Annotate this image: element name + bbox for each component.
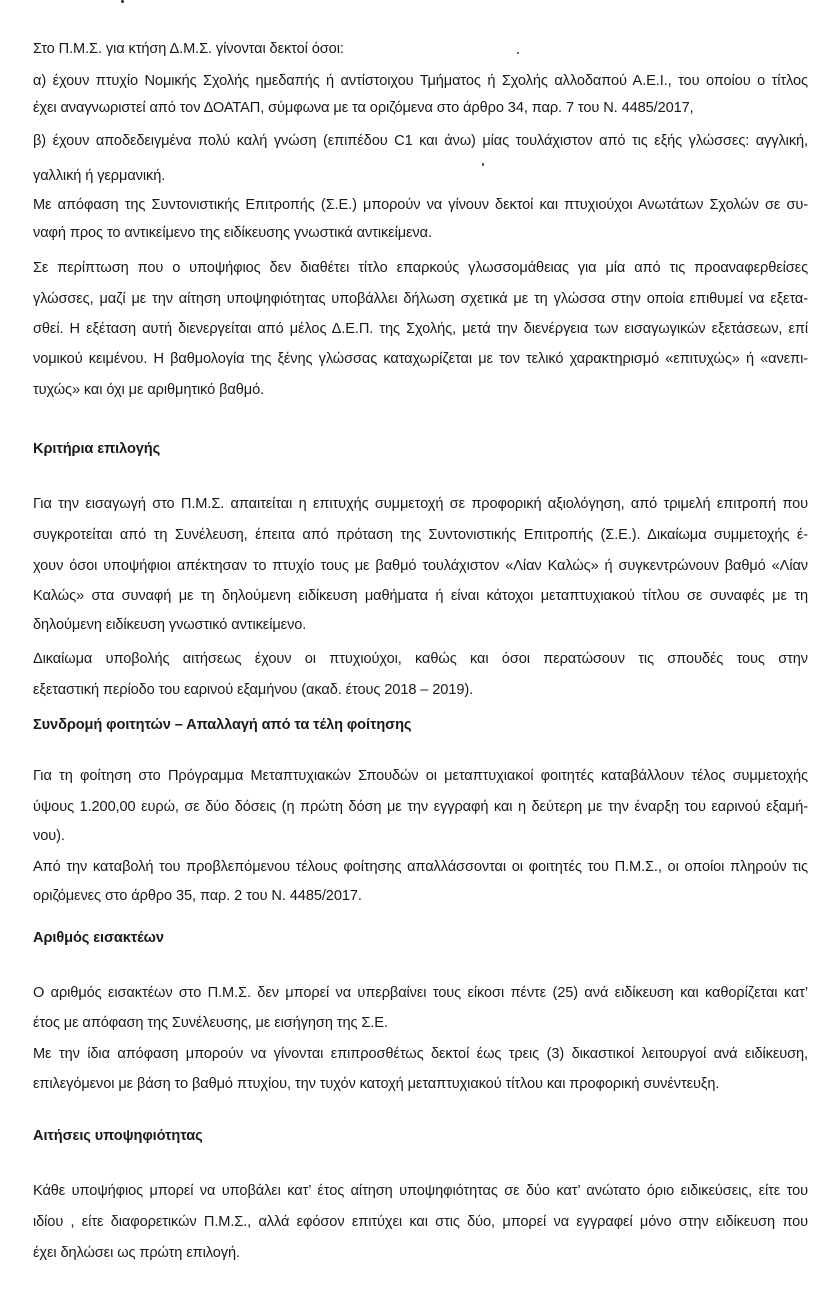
scan-speck [482,163,484,166]
criteria-line: συγκροτείται από τη Συνέλευση, έπειτα από πρόταση της Συντονιστικής Επιτροπής (Σ.Ε.). Δικαίωμα συμμετοχής έ- [33,527,808,543]
fees-line: Από την καταβολή του προβλεπόμενου τέλους φοίτησης απαλλάσσονται οι φοιτητές του Π.Μ.Σ., οι οποίοι πληρούν τις [33,859,808,875]
criteria-line: Καλώς» στα συναφή με τη δηλούμενη ειδίκευση μαθήματα ή είναι κάτοχοι μεταπτυχιακού τίτλου σε συναφές με τη [33,588,808,604]
intro-line: γλώσσες, μαζί με την αίτηση υποψηφιότητας υποβάλλει δήλωση σχετικά με τη γλώσσα στην οποία επιθυμεί να εξετα- [33,291,808,307]
document-page: Στο Π.Μ.Σ. για κτήση Δ.Μ.Σ. γίνονται δεκτοί όσοι: α) έχουν πτυχίο Νομικής Σχολής ημεδαπής ή αντίστοιχου Τμήματος ή Σχολής αλλοδαπού Α.Ε.Ι., του οποίου ο τίτλος έχει αναγνωριστεί από τον ΔΟΑΤΑΠ, σύμφωνα με τα οριζόμενα στο άρθρο 34, παρ. 7 του Ν. 4485/2017, β) έχουν αποδεδειγμένα πολύ καλή γνώση (επιπέδου C1 και άνω) μίας τουλάχιστον από τις εξής γλώσσες: αγγλική, γαλλική ή γερμανική. Με απόφαση της Συντονιστικής Επιτροπής (Σ.Ε.) μπορούν να γίνουν δεκτοί και πτυχιούχοι Ανωτάτων Σχολών σε συ- ναφή προς το αντικείμενο της ειδίκευσης γνωστικά αντικείμενα. Σε περίπτωση που ο υποψήφιος δεν διαθέτει τίτλο επαρκούς γλωσσομάθειας για μία από τις προαναφερθείσες γλώσσες, μαζί με την αίτηση υποψηφιότητας υποβάλλει δήλωση σχετικά με τη γλώσσα στην οποία επιθυμεί να εξετα- σθεί. Η εξέταση αυτή διενεργείται από μέλος Δ.Ε.Π. της Σχολής, μετά την διενέργεια των εισαγωγικών εξετάσεων, επί νομικού κειμένου. Η βαθμολογία της ξένης γλώσσας καταχωρίζεται με τον τελικό χαρακτηρισμό «επιτυχώς» ή «ανεπι- τυχώς» και όχι με αριθμητικό βαθμό. Κριτήρια επιλογής Για την εισαγωγή στο Π.Μ.Σ. απαιτείται η επιτυχής συμμετοχή σε προφορική αξιολόγηση, από τριμελή επιτροπή που συγκροτείται από τη Συνέλευση, έπειτα από πρόταση της Συντονιστικής Επιτροπής (Σ.Ε.). Δικαίωμα συμμετοχής έ- χουν όσοι υποψήφιοι απέκτησαν το πτυχίο τους με βαθμό τουλάχιστον «Λίαν Καλώς» ή συγκεντρώνουν βαθμό «Λίαν Καλώς» στα συναφή με τη δηλούμενη ειδίκευση μαθήματα ή είναι κάτοχοι μεταπτυχιακού τίτλου σε συναφές με τη δηλούμενη ειδίκευση γνωστικό αντικείμενο. Δικαίωμα υποβολής αιτήσεως έχουν οι πτυχιούχοι, καθώς και όσοι περατώσουν τις σπουδές τους στην εξεταστική περίοδο του εαρινού εξαμήνου (ακαδ. έτους 2018 – 2019). Συνδρομή φοιτητών – Απαλλαγή από τα τέλη φοίτησης Για τη φοίτηση στο Πρόγραμμα Μεταπτυχιακών Σπουδών οι μεταπτυχιακοί φοιτητές καταβάλλουν τέλος συμμετοχής ύψους 1.200,00 ευρώ, σε δύο δόσεις (η πρώτη δόση με την εγγραφή και η δεύτερη με την έναρξη του εαρινού εξαμή- νου). Από την καταβολή του προβλεπόμενου τέλους φοίτησης απαλλάσσονται οι φοιτητές του Π.Μ.Σ., οι οποίοι πληρούν τις οριζόμενες στο άρθρο 35, παρ. 2 του Ν. 4485/2017. Αριθμός εισακτέων Ο αριθμός εισακτέων στο Π.Μ.Σ. δεν μπορεί να υπερβαίνει τους είκοσι πέντε (25) ανά ειδίκευση και καθορίζεται κατ’ έτος με απόφαση της Συνέλευσης, με εισήγηση της Σ.Ε. Με την ίδια απόφαση μπορούν να γίνονται επιπροσθέτως δεκτοί έως τρεις (3) δικαστικοί λειτουργοί ανά ειδίκευση, επιλεγόμενοι με βάση το βαθμό πτυχίου, την τυχόν κατοχή μεταπτυχιακού τίτλου και προφορική συνέντευξη. Αιτήσεις υποψηφιότητας Κάθε υποψήφιος μπορεί να υποβάλει κατ’ έτος αίτηση υποψηφιότητας σε δύο κατ’ ανώτατο όριο ειδικεύσεις, είτε του ιδίου , είτε διαφορετικών Π.Μ.Σ., αλλά εφόσον επιτύχει και στις δύο, μπορεί να εγγραφεί μόνο στην ειδίκευση που έχει δηλώσει ως πρώτη επιλογή. [0,0,824,1305]
scan-speck [121,0,124,3]
admitted-line: Ο αριθμός εισακτέων στο Π.Μ.Σ. δεν μπορεί να υπερβαίνει τους είκοσι πέντε (25) ανά ειδίκευση και καθορίζεται κατ’ [33,985,808,1001]
criteria-line: Δικαίωμα υποβολής αιτήσεως έχουν οι πτυχιούχοι, καθώς και όσοι περατώσουν τις σπουδές τους στην [33,651,808,667]
fees-line: ύψους 1.200,00 ευρώ, σε δύο δόσεις (η πρώτη δόση με την εγγραφή και η δεύτερη με την έναρξη του εαρινού εξαμή- [33,799,808,815]
intro-line: Σε περίπτωση που ο υποψήφιος δεν διαθέτει τίτλο επαρκούς γλωσσομάθειας για μία από τις προαναφερθείσες [33,260,808,276]
intro-line: β) έχουν αποδεδειγμένα πολύ καλή γνώση (επιπέδου C1 και άνω) μίας τουλάχιστον από τις εξής γλώσσες: αγγλική, [33,133,808,149]
applications-line: ιδίου , είτε διαφορετικών Π.Μ.Σ., αλλά εφόσον επιτύχει και στις δύο, μπορεί να εγγραφεί μόνο στην ειδίκευση που [33,1214,808,1230]
intro-line: α) έχουν πτυχίο Νομικής Σχολής ημεδαπής ή αντίστοιχου Τμήματος ή Σχολής αλλοδαπού Α.Ε.Ι., του οποίου ο τίτλος [33,73,808,89]
criteria-line: χουν όσοι υποψήφιοι απέκτησαν το πτυχίο τους με βαθμό τουλάχιστον «Λίαν Καλώς» ή συγκεντρώνουν βαθμό «Λίαν [33,558,808,574]
admitted-line: Με την ίδια απόφαση μπορούν να γίνονται επιπροσθέτως δεκτοί έως τρεις (3) δικαστικοί λειτουργοί ανά ειδίκευση, [33,1046,808,1062]
intro-line: νομικού κειμένου. Η βαθμολογία της ξένης γλώσσας καταχωρίζεται με τον τελικό χαρακτηρισμό «επιτυχώς» ή «ανεπι- [33,351,808,367]
fees-line: Για τη φοίτηση στο Πρόγραμμα Μεταπτυχιακών Σπουδών οι μεταπτυχιακοί φοιτητές καταβάλλουν τέλος συμμετοχής [33,768,808,784]
criteria-line: Για την εισαγωγή στο Π.Μ.Σ. απαιτείται η επιτυχής συμμετοχή σε προφορική αξιολόγηση, από τριμελή επιτροπή που [33,496,808,512]
intro-line: σθεί. Η εξέταση αυτή διενεργείται από μέλος Δ.Ε.Π. της Σχολής, μετά την διενέργεια των εισαγωγικών εξετάσεων, επί [33,321,808,337]
intro-line: Με απόφαση της Συντονιστικής Επιτροπής (Σ.Ε.) μπορούν να γίνουν δεκτοί και πτυχιούχοι Ανωτάτων Σχολών σε συ- [33,197,808,213]
scan-speck [517,52,519,54]
applications-line: Κάθε υποψήφιος μπορεί να υποβάλει κατ’ έτος αίτηση υποψηφιότητας σε δύο κατ’ ανώτατο όριο ειδικεύσεις, είτε του [33,1183,808,1199]
